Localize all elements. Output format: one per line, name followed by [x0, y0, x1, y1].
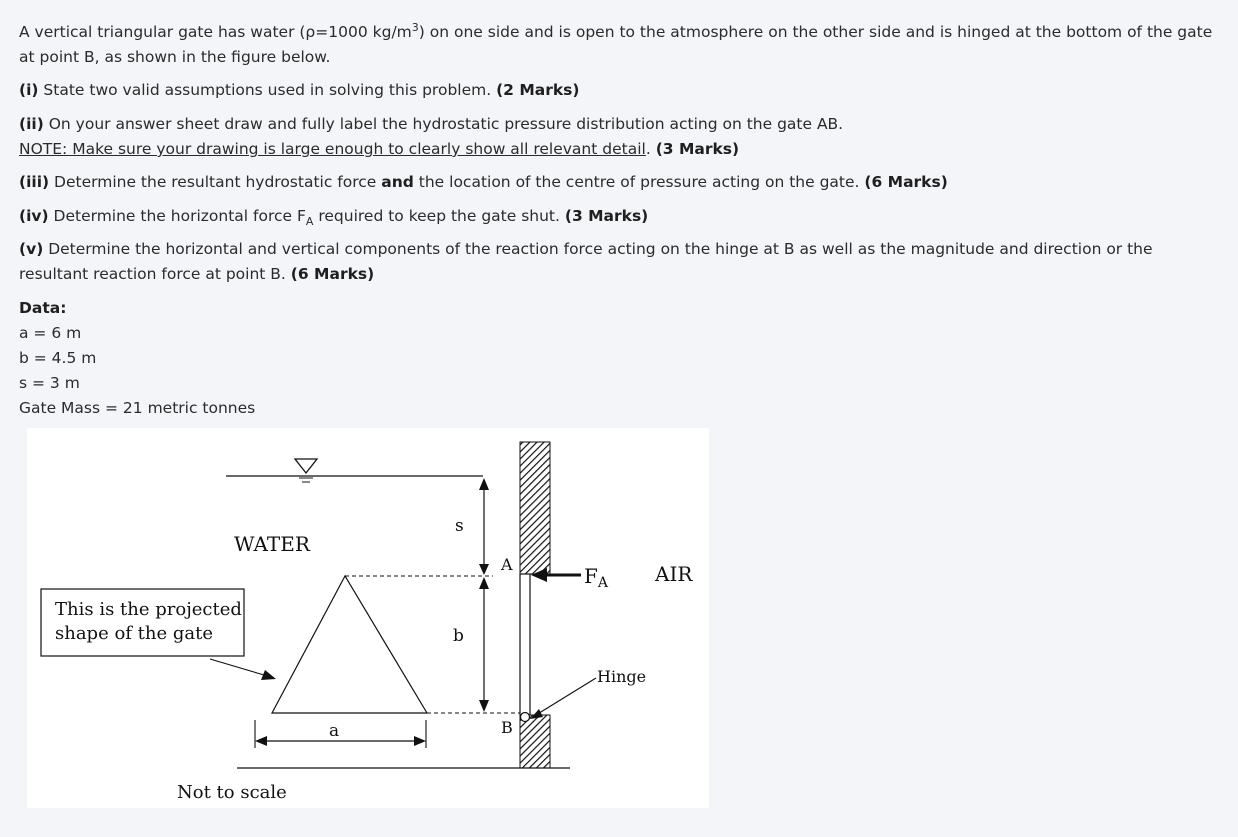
data-item: Gate Mass = 21 metric tonnes	[19, 399, 256, 417]
callout-line-1: This is the projected	[55, 599, 242, 620]
arrow-up-icon	[479, 478, 489, 490]
air-label: AIR	[655, 562, 693, 586]
question-3-marks: (6 Marks)	[864, 173, 948, 191]
data-heading-text: Data:	[19, 299, 67, 317]
question-3-bold-and: and	[381, 173, 414, 191]
label-point-a: A	[501, 555, 513, 574]
intro-paragraph	[19, 20, 1224, 70]
label-point-b: B	[501, 718, 513, 737]
question-2-marks: (3 Marks)	[655, 140, 740, 158]
data-item: s = 3 m	[19, 374, 80, 392]
lower-wall	[520, 715, 550, 768]
question-2-text: On your answer sheet draw and fully label the hydrostatic pressure distribution acting on the gate AB.	[43, 115, 844, 133]
label-s: s	[455, 516, 464, 536]
not-to-scale-label: Not to scale	[177, 782, 287, 803]
arrow-down-icon	[479, 564, 489, 575]
data-item: b = 4.5 m	[19, 349, 97, 367]
question-2-note: NOTE: Make sure your drawing is large enough to clearly show all relevant detail	[19, 140, 646, 158]
question-1-marks: (2 Marks)	[496, 81, 580, 99]
water-label: WATER	[234, 532, 310, 556]
question-4-text-1: Determine the horizontal force F	[48, 207, 306, 225]
upper-wall	[520, 442, 550, 574]
question-1-label: (i)	[19, 81, 39, 99]
gate-figure	[27, 428, 709, 808]
question-5-text: Determine the horizontal and vertical components of the reaction force acting on the hinge at B as well as the magnitude and direction or the resultant reaction force at point B.	[19, 240, 1153, 283]
question-3-text-1: Determine the resultant hydrostatic force	[49, 173, 382, 191]
question-2-label: (ii)	[19, 115, 44, 133]
question-5-label: (v)	[19, 240, 44, 258]
gate-ab	[520, 574, 530, 715]
question-4-text-2: required to keep the gate shut.	[313, 207, 565, 225]
arrow-left-icon	[255, 736, 267, 746]
question-3	[19, 170, 948, 195]
intro-text-2: ) on one side and is open to the atmosphere on the other side and is hinged at the bottom of the gate at point B, as shown in the figure below.	[19, 23, 1213, 66]
data-item: a = 6 m	[19, 324, 82, 342]
arrow-down-icon	[479, 700, 489, 712]
gate-diagram	[27, 428, 709, 808]
arrow-icon	[261, 670, 276, 680]
label-b: b	[453, 626, 464, 646]
hinge-label: Hinge	[597, 667, 647, 686]
arrow-up-icon	[479, 577, 489, 589]
question-4-marks: (3 Marks)	[564, 207, 649, 225]
question-1	[19, 78, 580, 103]
label-a: a	[329, 721, 340, 741]
arrow-right-icon	[414, 736, 426, 746]
force-label: $F_A$	[584, 564, 609, 591]
question-5-marks: (6 Marks)	[290, 265, 375, 283]
question-4-subscript: A	[305, 215, 314, 229]
question-2-note-end: .	[645, 140, 656, 158]
question-1-text: State two valid assumptions used in solving this problem.	[38, 81, 497, 99]
question-5	[19, 237, 1199, 287]
question-4	[19, 204, 648, 229]
intro-superscript: 3	[411, 20, 419, 34]
question-4-label: (iv)	[19, 207, 49, 225]
free-surface-icon	[295, 459, 317, 482]
question-3-text-2: the location of the centre of pressure acting on the gate.	[413, 173, 865, 191]
question-3-label: (iii)	[19, 173, 50, 191]
data-heading	[19, 296, 66, 321]
hinge-icon	[521, 713, 530, 722]
callout-pointer	[210, 659, 264, 675]
callout-line-2: shape of the gate	[55, 623, 214, 644]
question-2	[19, 112, 843, 162]
triangular-gate-shape	[272, 576, 427, 713]
intro-text-1: A vertical triangular gate has water (ρ=1000 kg/m	[19, 23, 412, 41]
